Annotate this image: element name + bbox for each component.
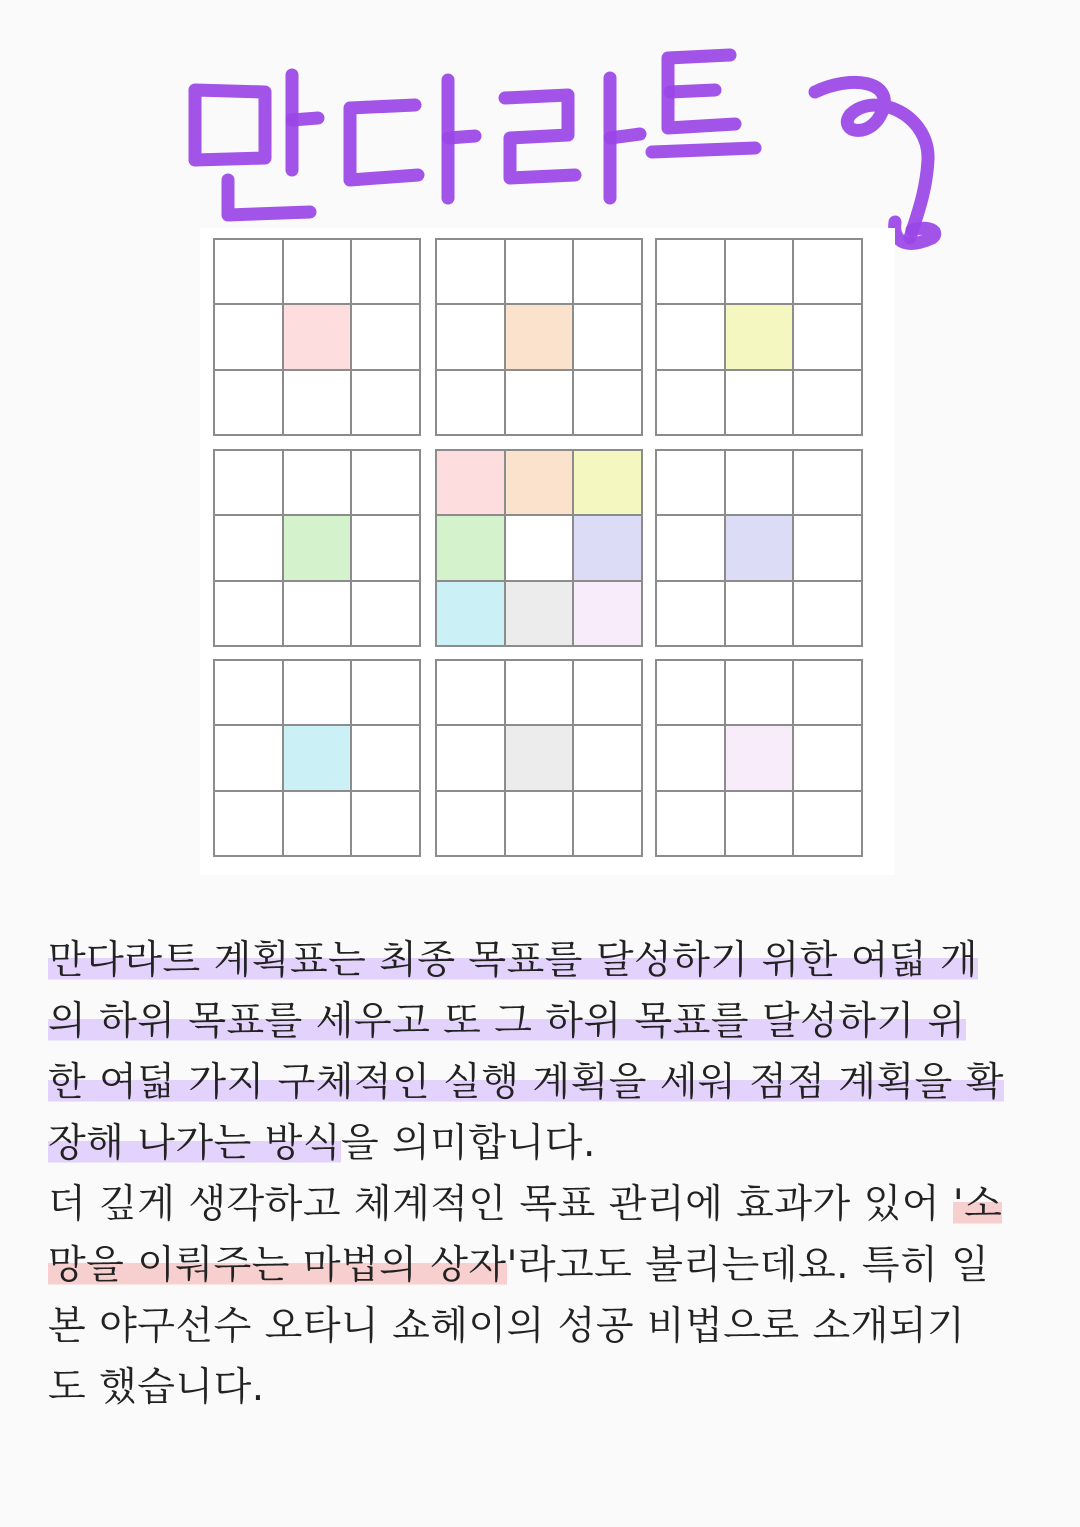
grid-cell bbox=[725, 660, 794, 725]
grid-cell bbox=[656, 239, 725, 304]
grid-cell bbox=[573, 725, 642, 790]
highlighted-text: 망을 이뤄주는 마법의 상자 bbox=[48, 1243, 507, 1288]
grid-cell bbox=[793, 450, 862, 515]
grid-cell bbox=[436, 370, 505, 435]
grid-block-center bbox=[435, 449, 643, 647]
swirl-arrow-icon bbox=[815, 82, 935, 243]
grid-cell bbox=[214, 581, 283, 646]
grid-cell bbox=[793, 515, 862, 580]
text-segment: 더 깊게 생각하고 체계적인 목표 관리에 효과가 있어 bbox=[48, 1182, 953, 1227]
title-char-man bbox=[195, 75, 318, 215]
paragraph-line bbox=[48, 1235, 1038, 1296]
grid-cell bbox=[725, 370, 794, 435]
grid-cell bbox=[793, 239, 862, 304]
grid-cell bbox=[351, 660, 420, 725]
highlighted-text: 의 하위 목표를 세우고 또 그 하위 목표를 달성하기 위 bbox=[48, 999, 966, 1044]
grid-cell bbox=[505, 239, 574, 304]
grid-cell bbox=[505, 581, 574, 646]
grid-cell bbox=[283, 791, 352, 856]
grid-cell bbox=[656, 304, 725, 369]
title-char-da bbox=[350, 80, 475, 198]
grid-cell bbox=[351, 581, 420, 646]
grid-cell bbox=[793, 304, 862, 369]
paragraph-line bbox=[48, 991, 1038, 1052]
grid-cell bbox=[214, 239, 283, 304]
grid-cell bbox=[573, 304, 642, 369]
grid-block-bottom-center bbox=[435, 659, 643, 857]
grid-cell bbox=[573, 660, 642, 725]
grid-cell bbox=[283, 370, 352, 435]
grid-cell bbox=[436, 581, 505, 646]
grid-cell bbox=[214, 304, 283, 369]
grid-cell bbox=[725, 581, 794, 646]
grid-cell bbox=[573, 370, 642, 435]
grid-cell bbox=[351, 791, 420, 856]
paragraph-line bbox=[48, 1296, 1038, 1357]
paragraph-line bbox=[48, 1357, 1038, 1418]
grid-block-bottom-left bbox=[213, 659, 421, 857]
grid-cell bbox=[505, 370, 574, 435]
grid-cell bbox=[214, 725, 283, 790]
grid-cell bbox=[505, 304, 574, 369]
title-char-ra bbox=[505, 78, 640, 198]
grid-cell bbox=[351, 239, 420, 304]
grid-cell bbox=[505, 450, 574, 515]
text-segment: 을 의미합니다. bbox=[341, 1121, 596, 1166]
grid-cell bbox=[436, 304, 505, 369]
grid-cell bbox=[656, 581, 725, 646]
grid-cell bbox=[283, 581, 352, 646]
grid-cell bbox=[283, 450, 352, 515]
grid-cell bbox=[351, 304, 420, 369]
grid-cell bbox=[725, 304, 794, 369]
grid-block-bottom-right bbox=[655, 659, 863, 857]
grid-cell bbox=[573, 450, 642, 515]
grid-cell bbox=[351, 370, 420, 435]
grid-cell bbox=[351, 450, 420, 515]
grid-block-top-left bbox=[213, 238, 421, 436]
grid-cell bbox=[793, 581, 862, 646]
grid-cell bbox=[436, 791, 505, 856]
grid-cell bbox=[656, 370, 725, 435]
grid-block-top-center bbox=[435, 238, 643, 436]
grid-cell bbox=[505, 725, 574, 790]
grid-cell bbox=[283, 725, 352, 790]
paragraph-line bbox=[48, 1052, 1038, 1113]
grid-cell bbox=[505, 515, 574, 580]
text-segment: '라고도 불리는데요. 특히 일 bbox=[506, 1243, 990, 1288]
mandalart-grid bbox=[200, 228, 895, 875]
grid-block-middle-right bbox=[655, 449, 863, 647]
grid-cell bbox=[656, 450, 725, 515]
grid-cell bbox=[573, 791, 642, 856]
grid-cell bbox=[283, 660, 352, 725]
grid-cell bbox=[793, 791, 862, 856]
paragraph-line bbox=[48, 930, 1038, 991]
grid-block-middle-left bbox=[213, 449, 421, 647]
grid-cell bbox=[436, 450, 505, 515]
highlighted-text: '소 bbox=[952, 1182, 1003, 1227]
grid-cell bbox=[283, 304, 352, 369]
grid-cell bbox=[573, 515, 642, 580]
grid-cell bbox=[214, 660, 283, 725]
grid-cell bbox=[214, 450, 283, 515]
grid-cell bbox=[656, 660, 725, 725]
text-segment: 본 야구선수 오타니 쇼헤이의 성공 비법으로 소개되기 bbox=[48, 1304, 966, 1349]
grid-cell bbox=[656, 725, 725, 790]
grid-cell bbox=[656, 791, 725, 856]
grid-cell bbox=[214, 791, 283, 856]
paragraph-line bbox=[48, 1174, 1038, 1235]
grid-cell bbox=[436, 725, 505, 790]
grid-cell bbox=[793, 660, 862, 725]
highlighted-text: 만다라트 계획표는 최종 목표를 달성하기 위한 여덟 개 bbox=[48, 938, 979, 983]
grid-cell bbox=[283, 515, 352, 580]
paragraph-line bbox=[48, 1113, 1038, 1174]
grid-cell bbox=[214, 370, 283, 435]
text-segment: 도 했습니다. bbox=[48, 1365, 265, 1410]
grid-cell bbox=[725, 791, 794, 856]
grid-cell bbox=[351, 725, 420, 790]
grid-cell bbox=[283, 239, 352, 304]
grid-cell bbox=[505, 791, 574, 856]
title-char-teu bbox=[652, 55, 755, 152]
grid-cell bbox=[214, 515, 283, 580]
grid-cell bbox=[793, 370, 862, 435]
grid-cell bbox=[505, 660, 574, 725]
grid-cell bbox=[793, 725, 862, 790]
grid-cell bbox=[573, 581, 642, 646]
highlighted-text: 장해 나가는 방식 bbox=[48, 1121, 342, 1166]
grid-cell bbox=[436, 515, 505, 580]
grid-cell bbox=[725, 725, 794, 790]
grid-cell bbox=[656, 515, 725, 580]
grid-cell bbox=[351, 515, 420, 580]
grid-cell bbox=[725, 239, 794, 304]
description-paragraph bbox=[48, 930, 1038, 1418]
highlighted-text: 한 여덟 가지 구체적인 실행 계획을 세워 점점 계획을 확 bbox=[48, 1060, 1004, 1105]
grid-cell bbox=[436, 239, 505, 304]
grid-cell bbox=[725, 450, 794, 515]
grid-cell bbox=[573, 239, 642, 304]
grid-block-top-right bbox=[655, 238, 863, 436]
grid-cell bbox=[725, 515, 794, 580]
grid-cell bbox=[436, 660, 505, 725]
